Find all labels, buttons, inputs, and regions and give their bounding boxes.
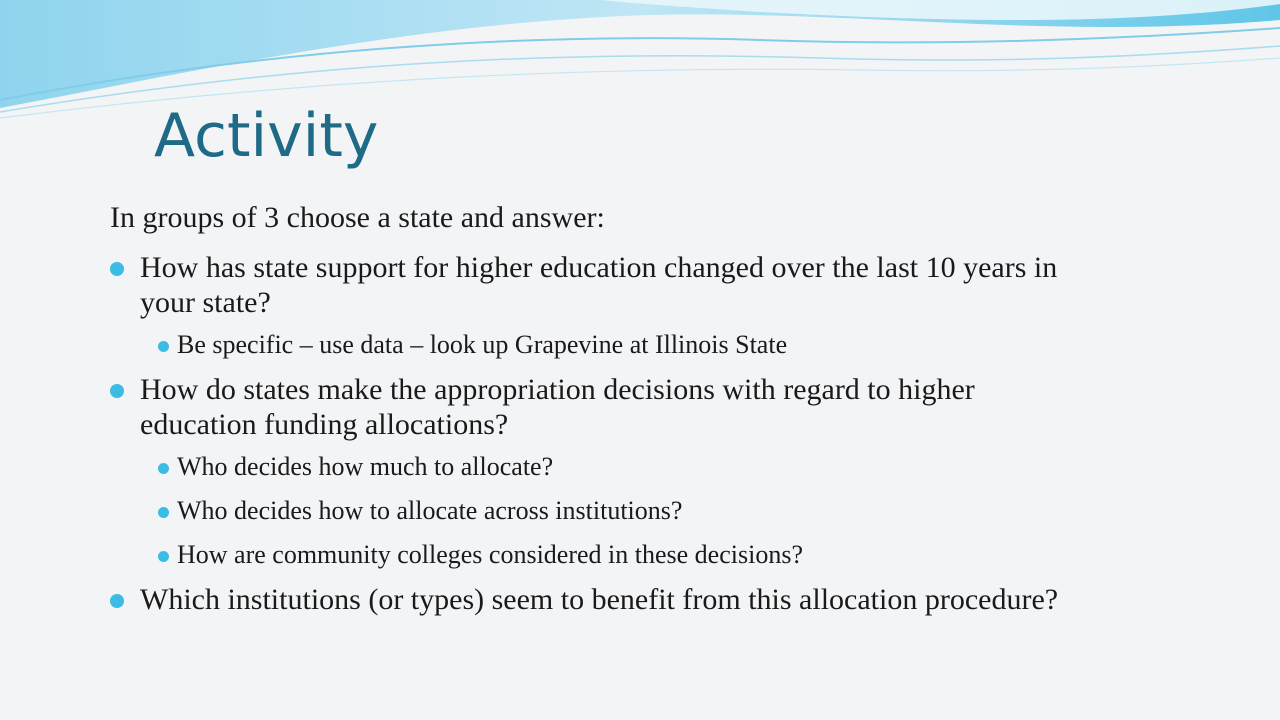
- bullet-dot-icon: [158, 507, 169, 518]
- list-item: [110, 372, 1070, 570]
- bullet-dot-icon: [110, 594, 124, 608]
- slide-title: Activity: [154, 101, 379, 171]
- bullet-dot-icon: [158, 341, 169, 352]
- bullet-dot-icon: [158, 551, 169, 562]
- sub-bullet-text: Be specific – use data – look up Grapevine at Illinois State: [177, 330, 788, 359]
- slide-body: [110, 200, 1070, 629]
- sub-bullet-text: Who decides how to allocate across institutions?: [177, 496, 683, 525]
- bullet-text: How do states make the appropriation decisions with regard to higher education funding allocations?: [140, 373, 975, 441]
- bullet-dot-icon: [158, 463, 169, 474]
- sub-bullet-list: [140, 452, 1070, 570]
- bullet-text: How has state support for higher education changed over the last 10 years in your state?: [140, 251, 1058, 319]
- bullet-dot-icon: [110, 384, 124, 398]
- bullet-list: [110, 250, 1070, 617]
- list-item: [140, 540, 1070, 570]
- list-item: [140, 496, 1070, 526]
- intro-text: In groups of 3 choose a state and answer:: [110, 201, 605, 234]
- sub-bullet-text: How are community colleges considered in these decisions?: [177, 540, 803, 569]
- list-item: [110, 582, 1070, 617]
- bullet-text: Which institutions (or types) seem to benefit from this allocation procedure?: [140, 583, 1059, 616]
- list-item: [110, 250, 1070, 360]
- sub-bullet-list: [140, 330, 1070, 360]
- bullet-dot-icon: [110, 262, 124, 276]
- sub-bullet-text: Who decides how much to allocate?: [177, 452, 554, 481]
- list-item: [140, 330, 1070, 360]
- list-item: [140, 452, 1070, 482]
